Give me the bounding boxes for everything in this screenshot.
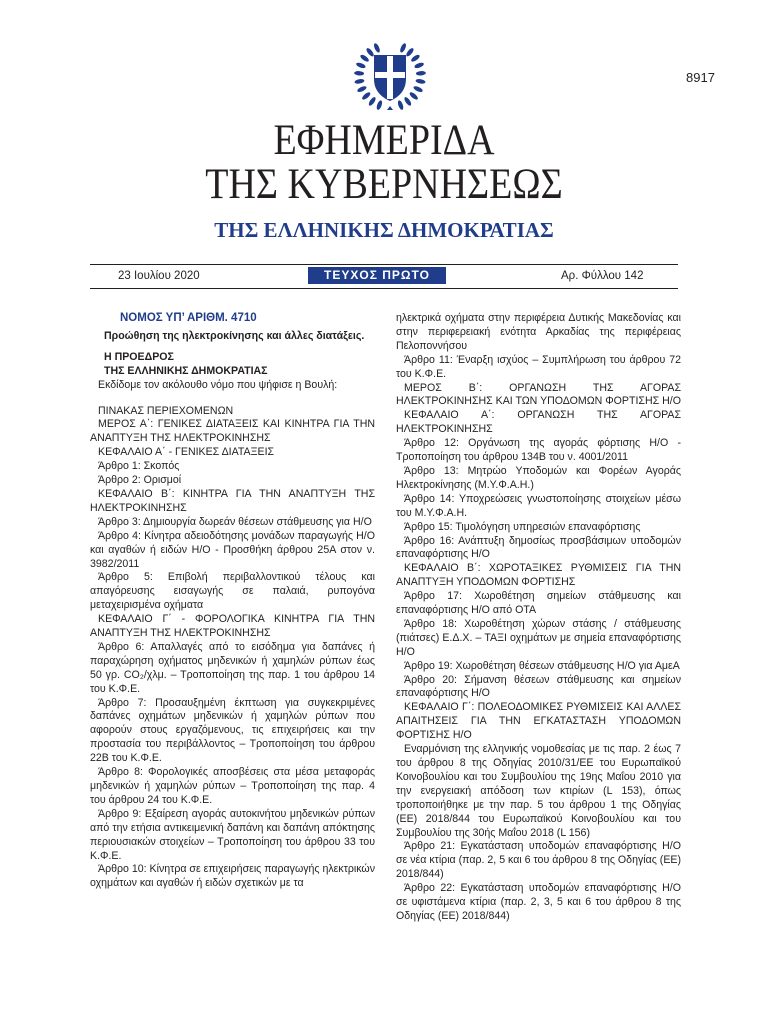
gazette-title-line1: ΕΦΗΜΕΡΙΔΑ <box>273 115 495 165</box>
sheet-number: Αρ. Φύλλου 142 <box>561 270 644 282</box>
greek-coat-of-arms-emblem <box>353 39 427 113</box>
toc-entry: ΚΕΦΑΛΑΙΟ Γ΄: ΠΟΛΕΟΔΟΜΙΚΕΣ ΡΥΘΜΙΣΕΙΣ ΚΑΙ ΑΛΛΕΣ ΑΠΑΙΤΗΣΕΙΣ ΓΙΑ ΤΗΝ ΕΓΚΑΤΑΣΤΑΣΗ ΥΠΟΔΟΜΩΝ ΦΟΡΤΙΣΗΣ Η/Ο <box>396 701 681 742</box>
toc-entry: Άρθρο 7: Προσαυξημένη έκπτωση για συγκεκριμένες δαπάνες οχημάτων μηδενικών ή χαμηλών ρύπων που αφορούν στους εργαζόμενους, τις επιχειρήσεις και την προστασία του περιβάλλοντος – Τροποποίηση του άρθρου 22Β του Κ.Φ.Ε. <box>90 696 375 765</box>
toc-entry: Άρθρο 5: Επιβολή περιβαλλοντικού τέλους και απαγόρευσης εισαγωγής σε παλαιά, ρυπογόνα μεταχειρισμένα οχήματα <box>90 571 375 612</box>
toc-entry: Άρθρο 1: Σκοπός <box>98 460 180 473</box>
toc-entry: Άρθρο 9: Εξαίρεση αγοράς αυτοκινήτου μηδενικών ρύπων από την ετήσια αντικειμενική δαπάνη και δαπάνη απόκτησης περιουσιακών στοιχείων – Τροποποίηση του άρθρου 33 του Κ.Φ.Ε. <box>90 807 375 862</box>
toc-entry: Άρθρο 21: Εγκατάσταση υποδομών επαναφόρτισης Η/Ο σε νέα κτίρια (παρ. 2, 5 και 6 του άρθρου 8 της Οδηγίας (ΕΕ) 2018/844) <box>396 840 681 881</box>
toc-entry: Άρθρο 22: Εγκατάσταση υποδομών επαναφόρτισης Η/Ο σε υφιστάμενα κτίρια (παρ. 2, 3, 5 και 6 του άρθρου 8 της Οδηγίας (ΕΕ) 2018/844) <box>396 882 681 922</box>
toc-heading: ΠΙΝΑΚΑΣ ΠΕΡΙΕΧΟΜΕΝΩΝ <box>98 404 234 417</box>
toc-entry: Άρθρο 14: Υποχρεώσεις γνωστοποίησης στοιχείων μέσω του Μ.Υ.Φ.Α.Η. <box>396 492 681 519</box>
toc-entry: ΜΕΡΟΣ Α΄: ΓΕΝΙΚΕΣ ΔΙΑΤΑΞΕΙΣ ΚΑΙ ΚΙΝΗΤΡΑ ΓΙΑ ΤΗΝ ΑΝΑΠΤΥΞΗ ΤΗΣ ΗΛΕΚΤΡΟΚΙΝΗΣΗΣ <box>90 418 375 445</box>
president-line2: ΤΗΣ ΕΛΛΗΝΙΚΗΣ ΔΗΜΟΚΡΑΤΙΑΣ <box>104 364 268 377</box>
gazette-title-line2: ΤΗΣ ΚΥΒΕΡΝΗΣΕΩΣ <box>205 159 563 209</box>
toc-entry: ΚΕΦΑΛΑΙΟ Β΄: ΚΙΝΗΤΡΑ ΓΙΑ ΤΗΝ ΑΝΑΠΤΥΞΗ ΤΗΣ ΗΛΕΚΤΡΟΚΙΝΗΣΗΣ <box>90 487 375 514</box>
toc-entry: ΚΕΦΑΛΑΙΟ Α΄ - ΓΕΝΙΚΕΣ ΔΙΑΤΑΞΕΙΣ <box>98 446 275 459</box>
toc-entry: Άρθρο 16: Ανάπτυξη δημοσίως προσβάσιμων υποδομών επαναφόρτισης Η/Ο <box>396 534 681 561</box>
toc-entry: Άρθρο 3: Δημιουργία δωρεάν θέσεων στάθμευσης για Η/Ο <box>98 515 372 528</box>
page-number: 8917 <box>686 70 715 85</box>
toc-entry: Άρθρο 8: Φορολογικές αποσβέσεις στα μέσα μεταφοράς μηδενικών ή χαμηλών ρύπων – Τροποποίηση της παρ. 4 του άρθρου 24 του Κ.Φ.Ε. <box>90 766 375 806</box>
toc-entry: ΚΕΦΑΛΑΙΟ Α΄: ΟΡΓΑΝΩΣΗ ΤΗΣ ΑΓΟΡΑΣ ΗΛΕΚΤΡΟΚΙΝΗΣΗΣ <box>396 409 681 436</box>
toc-entry: Άρθρο 12: Οργάνωση της αγοράς φόρτισης Η/Ο - Τροποποίηση του άρθρου 134Β του ν. 4001/2011 <box>396 437 681 464</box>
toc-entry: Άρθρο 13: Μητρώο Υποδομών και Φορέων Αγοράς Ηλεκτροκίνησης (Μ.Υ.Φ.Α.Η.) <box>396 464 681 491</box>
toc-entry: Άρθρο 6: Απαλλαγές από το εισόδημα για δαπάνες ή παραχώρηση οχήματος μηδενικών ή χαμηλών ρύπων έως 50 γρ. CO₂/χλμ. – Τροποποίηση της παρ. 1 του άρθρου 14 του Κ.Φ.Ε. <box>90 640 375 695</box>
toc-entry: ΜΕΡΟΣ Β΄: ΟΡΓΑΝΩΣΗ ΤΗΣ ΑΓΟΡΑΣ ΗΛΕΚΤΡΟΚΙΝΗΣΗΣ ΚΑΙ ΤΩΝ ΥΠΟΔΟΜΩΝ ΦΟΡΤΙΣΗΣ Η/Ο <box>396 381 681 408</box>
toc-entry: Άρθρο 11: Έναρξη ισχύος – Συμπλήρωση του άρθρου 72 του Κ.Φ.Ε. <box>396 353 681 380</box>
right-column <box>396 312 681 924</box>
issue-badge: ΤΕΥΧΟΣ ΠΡΩΤΟ <box>308 267 446 284</box>
toc-entry: ηλεκτρικά οχήματα στην περιφέρεια Δυτικής Μακεδονίας και στην περιφερειακή ενότητα Αρκαδίας της περιφέρειας Πελοποννήσου <box>396 312 681 352</box>
header-top-rule <box>90 264 678 265</box>
toc-entry: Εναρμόνιση της ελληνικής νομοθεσίας με τις παρ. 2 έως 7 του άρθρου 8 της Οδηγίας 2010/31/ΕΕ του Ευρωπαϊκού Κοινοβουλίου και του Συμβουλίου της 19ης Μαΐου 2010 για την ενεργειακή απόδοση των κτιρίων (L 153), όπως τροποποιήθηκε με την παρ. 5 του άρθρου 1 της Οδηγίας (ΕΕ) 2018/844 του Ευρωπαϊκού Κοινοβουλίου και του Συμβουλίου της 30ής Μαΐου 2018 (L 156) <box>396 743 681 839</box>
toc-entry: ΚΕΦΑΛΑΙΟ Γ΄ - ΦΟΡΟΛΟΓΙΚΑ ΚΙΝΗΤΡΑ ΓΙΑ ΤΗΝ ΑΝΑΠΤΥΞΗ ΤΗΣ ΗΛΕΚΤΡΟΚΙΝΗΣΗΣ <box>90 613 375 640</box>
toc-entry: Άρθρο 4: Κίνητρα αδειοδότησης μονάδων παραγωγής Η/Ο και αγαθών ή ειδών Η/Ο - Προσθήκη άρθρου 25Α στον ν. 3982/2011 <box>90 529 375 570</box>
toc-entry: Άρθρο 15: Τιμολόγηση υπηρεσιών επαναφόρτισης <box>404 520 641 533</box>
header-bottom-rule <box>90 288 678 289</box>
toc-entry: Άρθρο 10: Κίνητρα σε επιχειρήσεις παραγωγής ηλεκτρικών οχημάτων και αγαθών ή ειδών σχετικών με τα <box>90 863 375 890</box>
left-column <box>90 312 375 891</box>
president-line1: Η ΠΡΟΕΔΡΟΣ <box>104 350 174 363</box>
law-number: ΝΟΜΟΣ ΥΠ’ ΑΡΙΘΜ. 4710 <box>120 312 257 324</box>
toc-entry: Άρθρο 18: Χωροθέτηση χώρων στάσης / στάθμευσης (πιάτσες) Ε.Δ.Χ. – ΤΑΞΙ οχημάτων με σημεία επαναφόρτισης Η/Ο <box>396 617 681 658</box>
law-title: Προώθηση της ηλεκτροκίνησης και άλλες διατάξεις. <box>104 329 365 342</box>
toc-entry: ΚΕΦΑΛΑΙΟ Β΄: ΧΩΡΟΤΑΞΙΚΕΣ ΡΥΘΜΙΣΕΙΣ ΓΙΑ ΤΗΝ ΑΝΑΠΤΥΞΗ ΥΠΟΔΟΜΩΝ ΦΟΡΤΙΣΗΣ <box>396 562 681 589</box>
issue-date: 23 Ιουλίου 2020 <box>118 270 200 282</box>
enactment-formula: Εκδίδομε τον ακόλουθο νόμο που ψήφισε η Βουλή: <box>98 378 338 391</box>
toc-entry: Άρθρο 2: Ορισμοί <box>98 474 182 487</box>
gazette-subtitle: ΤΗΣ ΕΛΛΗΝΙΚΗΣ ΔΗΜΟΚΡΑΤΙΑΣ <box>214 218 554 242</box>
toc-entry: Άρθρο 19: Χωροθέτηση θέσεων στάθμευσης Η/Ο για ΑμεΑ <box>404 659 680 672</box>
toc-entry: Άρθρο 17: Χωροθέτηση σημείων στάθμευσης και επαναφόρτισης Η/Ο από ΟΤΑ <box>396 590 681 617</box>
toc-entry: Άρθρο 20: Σήμανση θέσεων στάθμευσης και σημείων επαναφόρτισης Η/Ο <box>396 673 681 700</box>
